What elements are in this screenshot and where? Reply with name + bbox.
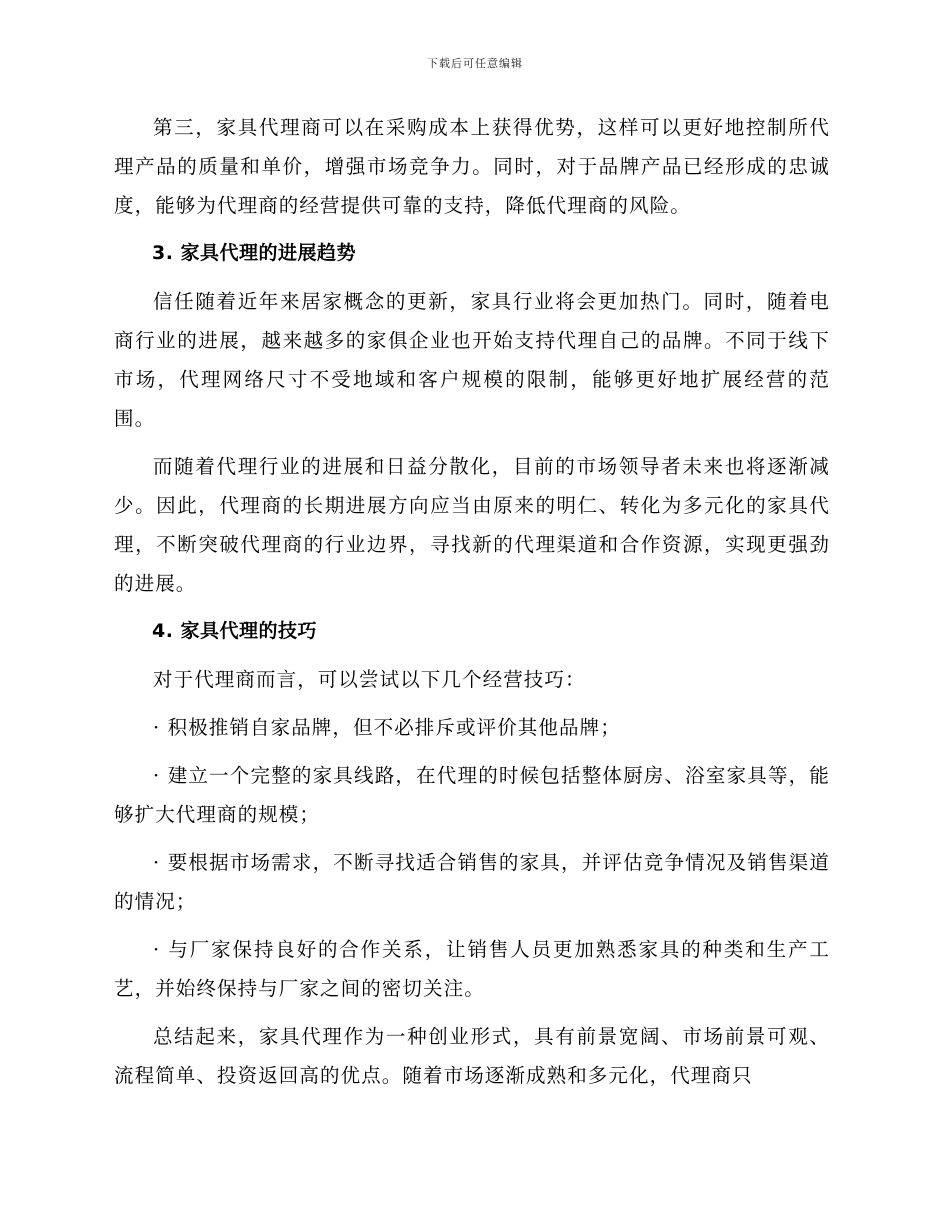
bullet-promote-brand: · 积极推销自家品牌，但不必排斥或评价其他品牌； bbox=[153, 716, 621, 739]
paragraph-cost-advantage: 第三，家具代理商可以在采购成本上获得优势，这样可以更好地控制所代理产品的质量和单价，增强市场竞争力。同时，对于品牌产品已经形成的忠诚度，能够为代理商的经营提供可靠的支持，降低代理商的风险。 bbox=[114, 116, 830, 217]
section-heading-tips: 4. 家具代理的技巧 bbox=[152, 620, 318, 642]
paragraph-tips-intro: 对于代理商而言，可以尝试以下几个经营技巧： bbox=[153, 668, 586, 691]
document-body bbox=[114, 108, 830, 1095]
paragraph-diversification: 而随着代理行业的进展和日益分散化，目前的市场领导者未来也将逐渐减少。因此，代理商的长期进展方向应当由原来的明仁、转化为多元化的家具代理，不断突破代理商的行业边界，寻找新的代理渠道和合作资源，实现更强劲的进展。 bbox=[114, 455, 830, 595]
paragraph-industry-trends: 信任随着近年来居家概念的更新，家具行业将会更加热门。同时，随着电商行业的进展，越来越多的家俱企业也开始支持代理自己的品牌。不同于线下市场，代理网络尺寸不受地域和客户规模的限制，能够更好地扩展经营的范围。 bbox=[114, 290, 830, 430]
bullet-manufacturer-relations: · 与厂家保持良好的合作关系，让销售人员更加熟悉家具的种类和生产工艺，并始终保持与厂家之间的密切关注。 bbox=[114, 938, 830, 1000]
bullet-market-demand: · 要根据市场需求，不断寻找适合销售的家具，并评估竞争情况及销售渠道的情况； bbox=[114, 851, 830, 913]
page-header: 下载后可任意编辑 bbox=[427, 57, 523, 70]
section-heading-trends: 3. 家具代理的进展趋势 bbox=[152, 242, 357, 264]
paragraph-summary: 总结起来，家具代理作为一种创业形式，具有前景宽阔、市场前景可观、流程简单、投资返回高的优点。随着市场逐渐成熟和多元化，代理商只 bbox=[114, 1025, 830, 1087]
bullet-product-line: · 建立一个完整的家具线路，在代理的时候包括整体厨房、浴室家具等，能够扩大代理商的规模； bbox=[114, 764, 830, 826]
